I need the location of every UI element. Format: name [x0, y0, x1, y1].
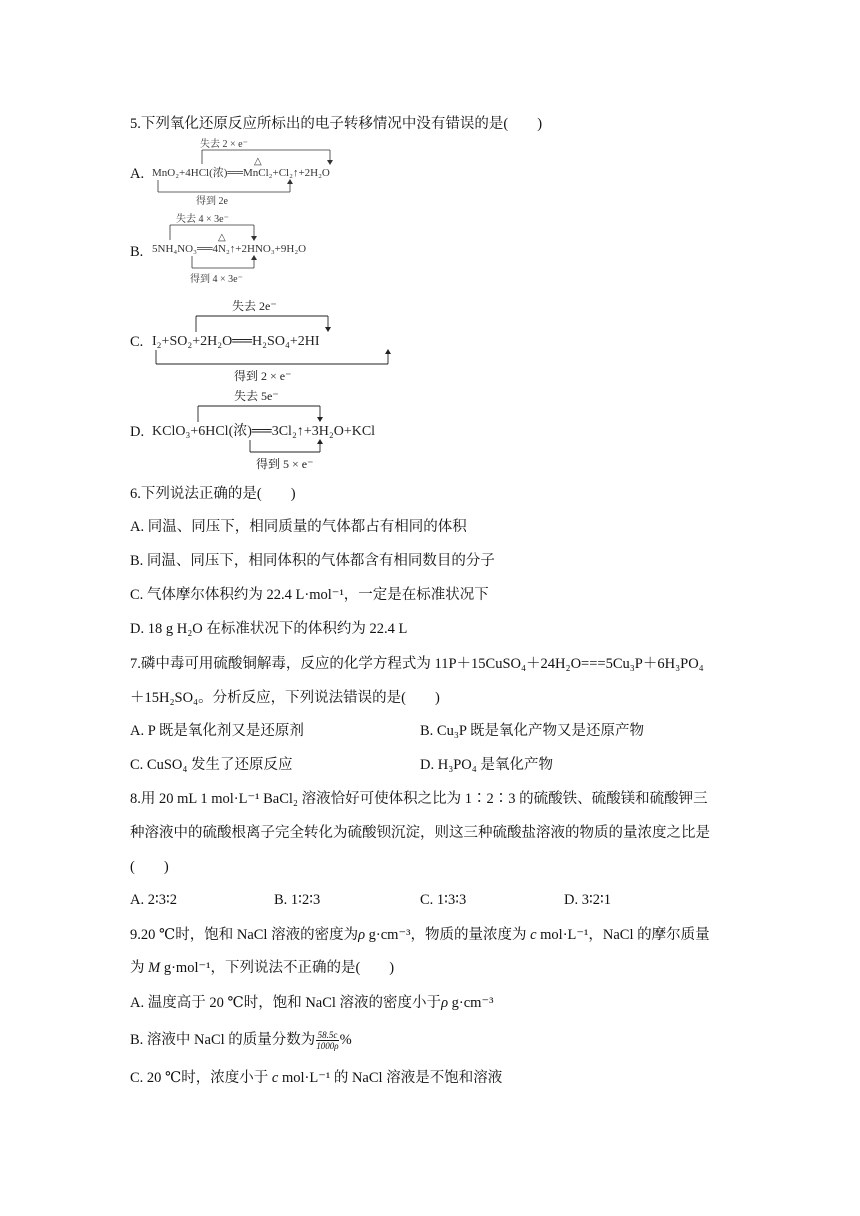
q9-rho-symbol: ρ: [358, 927, 366, 943]
q9-a-text: A. 温度高于 20 ℃时，饱和 NaCl 溶液的密度小于: [130, 995, 442, 1011]
q9-m-symbol: M: [148, 960, 161, 976]
q6-stem: 6.下列说法正确的是( ): [130, 486, 296, 502]
q9-stem-text: g·cm⁻³，物质的量浓度为: [365, 927, 531, 943]
q5-option-c-label: C.: [130, 334, 144, 350]
q8-option-d: D. 3∶2∶1: [564, 892, 612, 908]
q5-b-equation: 5NH₄NO₃══4N₂↑+2HNO₃+9H₂O: [152, 243, 307, 255]
q9-stem-text: mol·L⁻¹，NaCl 的摩尔质量: [536, 927, 710, 943]
q7-option-d: D. H₃PO₄ 是氧化产物: [420, 757, 553, 773]
q9-c-text: C. 20 ℃时，浓度小于: [130, 1070, 272, 1086]
q5-a-equation: MnO₂+4HCl(浓)══MnCl₂+Cl₂↑+2H₂O: [152, 167, 330, 179]
q9-c-text-rest: mol·L⁻¹ 的 NaCl 溶液是不饱和溶液: [278, 1070, 503, 1086]
q8-stem-line1: 8.用 20 mL 1 mol·L⁻¹ BaCl₂ 溶液恰好可使体积之比为 1∶2∶3 的硫酸铁、硫酸镁和硫酸钾三: [130, 791, 708, 807]
q9-b-fraction: [316, 1030, 338, 1051]
q5-option-a-label: A.: [130, 166, 145, 182]
q5-option-d-label: D.: [130, 424, 145, 440]
q5-option-a-equation-figure: [150, 136, 410, 213]
q9-stem-line2: [130, 958, 394, 978]
q8-option-a: A. 2∶3∶2: [130, 892, 178, 908]
q9-stem-text: 为: [130, 960, 149, 976]
q9-a-rho-symbol: ρ: [441, 995, 449, 1011]
q8-stem-line3: ( ): [130, 859, 169, 875]
q9-option-a: [130, 993, 493, 1013]
q5-option-d-equation-figure: [150, 386, 450, 481]
q9-c-c-symbol: c: [271, 1070, 279, 1086]
q9-stem-text: g·mol⁻¹，下列说法不正确的是( ): [160, 960, 395, 976]
q6-option-b: B. 同温、同压下，相同体积的气体都含有相同数目的分子: [130, 553, 495, 569]
q5-b-lose-label: 失去 4 × 3e⁻: [176, 214, 229, 225]
q7-option-b: B. Cu₃P 既是氧化产物又是还原产物: [420, 723, 645, 739]
q7-option-c: C. CuSO₄ 发生了还原反应: [130, 757, 293, 773]
q8-option-b: B. 1∶2∶3: [274, 892, 321, 908]
q9-option-c: [130, 1068, 502, 1088]
q5-a-condition: △: [254, 156, 262, 167]
q7-option-a: A. P 既是氧化剂又是还原剂: [130, 723, 304, 739]
q5-a-lose-label: 失去 2 × e⁻: [200, 139, 248, 150]
q7-stem-line1: 7.磷中毒可用硫酸铜解毒，反应的化学方程式为 11P＋15CuSO₄＋24H₂O===5Cu₃P＋6H₃PO₄: [130, 656, 704, 672]
q9-c-symbol: c: [530, 927, 537, 943]
q9-stem-line1: [130, 925, 710, 945]
q5-a-gain-label: 得到 2e: [196, 196, 228, 207]
q5-b-condition: △: [218, 232, 226, 243]
q6-option-d: D. 18 g H₂O 在标准状况下的体积约为 22.4 L: [130, 621, 408, 637]
q5-b-gain-label: 得到 4 × 3e⁻: [190, 274, 243, 285]
q9-b-fraction-numerator: 58.5c: [317, 1030, 338, 1041]
q8-stem-line2: 种溶液中的硫酸根离子完全转化为硫酸钡沉淀，则这三种硫酸盐溶液的物质的量浓度之比是: [130, 825, 710, 841]
q6-option-c: C. 气体摩尔体积约为 22.4 L·mol⁻¹，一定是在标准状况下: [130, 587, 489, 603]
q7-stem-line2: ＋15H₂SO₄。分析反应，下列说法错误的是( ): [130, 690, 440, 706]
q9-a-unit: g·cm⁻³: [448, 995, 494, 1011]
q5-d-equation: KClO₃+6HCl(浓)══3Cl₂↑+3H₂O+KCl: [152, 424, 376, 439]
q9-b-text: B. 溶液中 NaCl 的质量分数为: [130, 1032, 316, 1048]
q5-d-lose-label: 失去 5e⁻: [234, 389, 279, 403]
q5-c-gain-label: 得到 2 × e⁻: [234, 369, 292, 383]
q9-option-b: [130, 1030, 352, 1051]
q5-option-b-equation-figure: [150, 210, 410, 293]
q9-b-fraction-denominator: 1000ρ: [316, 1041, 339, 1052]
q5-option-c-equation-figure: [150, 294, 410, 391]
q5-stem: 5.下列氧化还原反应所标出的电子转移情况中没有错误的是( ): [130, 116, 543, 132]
q8-option-c: C. 1∶3∶3: [420, 892, 467, 908]
q5-d-gain-label: 得到 5 × e⁻: [256, 457, 314, 471]
q6-option-a: A. 同温、同压下，相同质量的气体都占有相同的体积: [130, 519, 467, 535]
q5-option-b-label: B.: [130, 244, 144, 260]
q5-c-equation: I₂+SO₂+2H₂O══H₂SO₄+2HI: [152, 334, 320, 349]
q5-c-lose-label: 失去 2e⁻: [232, 299, 277, 313]
q9-stem-text: 9.20 ℃时，饱和 NaCl 溶液的密度为: [130, 927, 359, 943]
q9-b-percent: %: [339, 1032, 352, 1048]
